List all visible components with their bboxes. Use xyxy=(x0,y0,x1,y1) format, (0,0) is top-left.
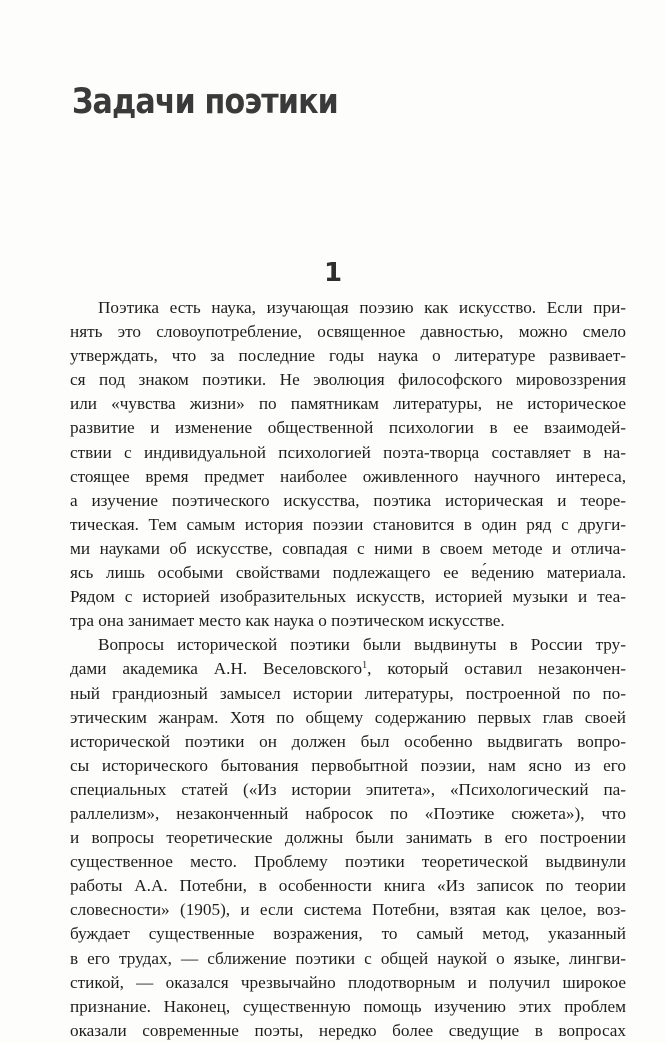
text-line: специальных статей («Из истории эпитета», «Психологический па- xyxy=(70,779,626,799)
text-line: словесности» (1905), и если система Потебни, взятая как целое, воз- xyxy=(70,900,626,920)
text-line: ный грандиозный замысел истории литературы, построенной по по- xyxy=(70,683,626,703)
text-line: или «чувства жизни» по памятникам литературы, не историческое xyxy=(70,394,626,414)
text-line: сы исторического бытования первобытной поэзии, нам ясно из его xyxy=(70,755,626,775)
text-line: Вопросы исторической поэтики были выдвинуты в России тру- xyxy=(98,635,626,655)
text-line: а изучение поэтического искусства, поэтика историческая и теоре- xyxy=(70,490,626,510)
chapter-title: Задачи поэтики xyxy=(72,82,338,122)
text-line: ствии с индивидуальной психологией поэта-творца составляет в на- xyxy=(70,442,626,462)
text-line: в его трудах, — сближение поэтики с общей наукой о языке, лингви- xyxy=(70,948,626,968)
text-line: развитие и изменение общественной психологии в ее взаимодей- xyxy=(70,418,626,438)
text-line: оказали современные поэты, нередко более сведущие в вопросах xyxy=(70,1020,626,1040)
footnote-marker[interactable]: 1 xyxy=(362,660,368,672)
text-line: утверждать, что за последние годы наука о литературе развивает- xyxy=(70,346,626,366)
text-line: дами академика А.Н. Веселовского$^1$, который оставил незакончен- xyxy=(70,659,627,679)
body-text xyxy=(70,296,626,1043)
text-line: существенное место. Проблему поэтики теоретической выдвинули xyxy=(70,852,626,872)
text-line: нять это словоупотребление, освященное давностью, можно смело xyxy=(70,322,626,342)
text-line: ми науками об искусстве, совпадая с ними в своем методе и отлича- xyxy=(70,538,626,558)
text-line: стоящее время предмет наиболее оживленного научного интереса, xyxy=(70,466,626,486)
text-line: этическим жанрам. Хотя по общему содержанию первых глав своей xyxy=(70,707,626,727)
text-line: стикой, — оказался чрезвычайно плодотворным и получил широкое xyxy=(70,972,626,992)
text-line: признание. Наконец, существенную помощь изучению этих проблем xyxy=(70,996,626,1016)
text-line: Поэтика есть наука, изучающая поэзию как искусство. Если при- xyxy=(98,298,626,317)
text-line: тра она занимает место как наука о поэтическом искусстве. xyxy=(70,611,505,631)
text-line: ся под знаком поэтики. Не эволюция философского мировоззрения xyxy=(70,370,626,390)
text-line: ясь лишь особыми свойствами подлежащего ее ве́дению материала. xyxy=(70,563,626,583)
text-line: Рядом с историей изобразительных искусств, историей музыки и теа- xyxy=(70,587,626,607)
text-line: и вопросы теоретические должны были занимать в его построении xyxy=(70,828,626,848)
text-line: раллелизм», незаконченный набросок по «Поэтике сюжета»), что xyxy=(70,803,626,823)
text-line: исторической поэтики он должен был особенно выдвигать вопро- xyxy=(70,731,626,751)
text-line: тическая. Тем самым история поэзии становится в один ряд с други- xyxy=(70,514,626,534)
section-number: 1 xyxy=(323,258,343,288)
text-line: работы А.А. Потебни, в особенности книга «Из записок по теории xyxy=(70,876,626,896)
text-line: буждает существенные возражения, то самый метод, указанный xyxy=(70,924,626,944)
